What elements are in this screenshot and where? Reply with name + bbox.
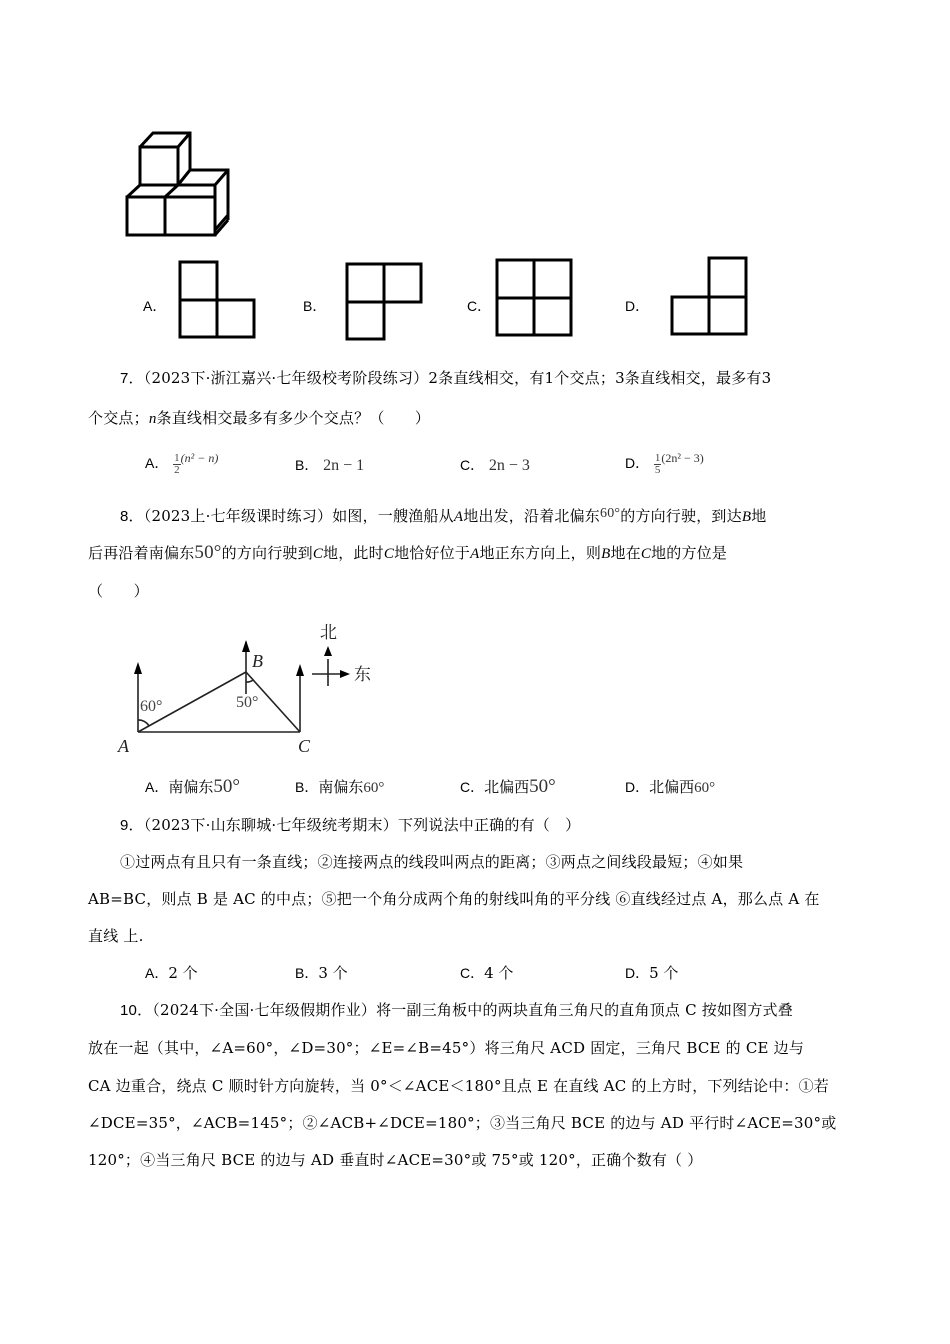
- q7-option-b-label: B．: [295, 457, 319, 473]
- cube-stack-figure: [120, 125, 240, 240]
- q8-angle: 60°: [600, 506, 621, 521]
- q8-var: C: [312, 546, 324, 562]
- q9-option-c[interactable]: [460, 963, 513, 983]
- q8-compass-north: 北: [320, 623, 337, 642]
- q8-option-b-text: 南偏东: [318, 778, 364, 796]
- fraction: [173, 453, 181, 476]
- q8-option-c-text: 北偏西: [484, 778, 530, 796]
- q8-text: 地，此时: [323, 544, 384, 562]
- q8-var: B: [601, 546, 611, 562]
- q9-statement-line-3: 直线 上.: [88, 927, 144, 945]
- q8-figure-angle-b: 50°: [236, 694, 259, 711]
- q7-option-c-label: C．: [460, 457, 485, 473]
- q8-option-d-text: 北偏西: [649, 778, 695, 796]
- q7-number: 7．: [120, 370, 144, 387]
- q10-number: 10．: [120, 1002, 153, 1019]
- q8-var: B: [741, 509, 752, 525]
- q10-stem-line-4: ∠DCE=35°，∠ACB=145°；②∠ACB+∠DCE=180°；③当三角尺 BCE 的边与 AD 平行时∠ACE=30°或: [88, 1114, 837, 1132]
- q8-text: 后再沿着南偏东: [88, 544, 195, 562]
- q8-text: 的方向行驶到: [221, 544, 313, 562]
- q7-option-b[interactable]: [295, 455, 364, 476]
- q9-option-a[interactable]: [145, 963, 198, 983]
- q7-option-d[interactable]: [625, 448, 704, 476]
- q8-source: （2023上·七年级课时练习）: [143, 507, 333, 525]
- q9-number: 9．: [120, 817, 144, 834]
- q8-text: 地: [751, 507, 767, 525]
- q8-option-a-label: A．: [145, 779, 169, 795]
- denominator: 2: [174, 463, 180, 476]
- q8-text: 地在: [610, 544, 641, 562]
- q8-option-d[interactable]: [625, 777, 715, 798]
- q10-stem-line-2: 放在一起（其中，∠A=60°，∠D=30°；∠E=∠B=45°）将三角尺 ACD 固定，三角尺 BCE 的 CE 边与: [88, 1039, 805, 1057]
- q6-option-a-figure[interactable]: [178, 260, 258, 340]
- q7-option-c[interactable]: [460, 455, 530, 476]
- q9-question: 下列说法中正确的有（ ）: [397, 816, 581, 834]
- q7-stem-line-1: [120, 368, 771, 389]
- q7-option-d-label: D．: [625, 455, 650, 471]
- q7-source: （2023下·浙江嘉兴·七年级校考阶段练习）: [143, 369, 429, 387]
- q7-option-d-expr: (2n² − 3): [661, 451, 704, 465]
- q7-option-a[interactable]: [145, 448, 218, 476]
- q8-figure-angle-a: 60°: [140, 698, 163, 715]
- q8-option-d-label: D．: [625, 779, 650, 795]
- q7-text: 条直线相交最多有多少个交点？（ ）: [156, 409, 431, 427]
- q8-text: 地出发，沿着北偏东: [463, 507, 600, 525]
- q8-text: 的方向行驶，到达: [620, 507, 742, 525]
- q10-source: （2024下·全国·七年级假期作业）: [152, 1001, 377, 1019]
- q9-option-a-label: A．: [145, 965, 169, 981]
- q10-text: 将一副三角板中的两块直角三角尺的直角顶点 C 按如图方式叠: [376, 1001, 793, 1019]
- q8-figure-point-b: B: [252, 651, 263, 671]
- q7-option-c-expr: 2n − 3: [488, 457, 530, 474]
- q6-option-d-label[interactable]: D．: [625, 298, 650, 314]
- q7-var-n: n: [148, 411, 157, 427]
- q8-var: C: [383, 546, 395, 562]
- q8-option-c[interactable]: [460, 777, 556, 797]
- q8-option-b[interactable]: [295, 777, 384, 798]
- q8-option-a-angle: 50°: [213, 776, 240, 797]
- q9-statement-line-2: AB=BC，则点 B 是 AC 的中点；⑤把一个角分成两个角的射线叫角的平分线 ⑥直线经过点 A，那么点 A 在: [88, 890, 820, 908]
- q8-var: C: [640, 546, 652, 562]
- q6-option-c-figure[interactable]: [495, 258, 575, 338]
- q9-source: （2023下·山东聊城·七年级统考期末）: [143, 816, 398, 834]
- q6-option-b-figure[interactable]: [345, 262, 425, 342]
- q10-stem-line-1: [120, 1000, 793, 1021]
- q9-option-d-label: D．: [625, 965, 650, 981]
- q8-option-b-angle: 60°: [363, 780, 385, 796]
- q8-option-c-label: C．: [460, 779, 485, 795]
- q8-text: 如图，一艘渔船从: [332, 507, 454, 525]
- q8-figure-point-a: A: [118, 736, 129, 756]
- q9-statement-line-1: ①过两点有且只有一条直线；②连接两点的线段叫两点的距离；③两点之间线段最短；④如果: [120, 853, 744, 871]
- q6-option-a-label[interactable]: A．: [143, 298, 167, 314]
- q8-var: A: [453, 509, 464, 525]
- q8-option-a-text: 南偏东: [168, 778, 214, 796]
- q6-option-d-figure[interactable]: [670, 256, 750, 338]
- q8-compass-east: 东: [354, 665, 371, 684]
- q8-text: 地恰好位于: [394, 544, 471, 562]
- q6-option-c-label[interactable]: C．: [467, 298, 492, 314]
- q8-number: 8．: [120, 508, 144, 525]
- q9-stem: [120, 815, 580, 836]
- q9-option-b[interactable]: [295, 963, 348, 983]
- q8-text: 地正东方向上，则: [479, 544, 602, 562]
- q7-option-a-expr: (n² − n): [180, 451, 219, 465]
- q8-direction-figure: [110, 612, 390, 762]
- q8-figure-point-c: C: [298, 736, 311, 756]
- q10-stem-line-5: 120°；④当三角尺 BCE 的边与 AD 垂直时∠ACE=30°或 75°或 120°，正确个数有（ ）: [88, 1151, 703, 1169]
- q8-var: A: [470, 546, 480, 562]
- q8-option-a[interactable]: [145, 777, 240, 797]
- q8-angle: 50°: [194, 542, 222, 563]
- q8-stem-line-3: （ ）: [88, 582, 149, 600]
- q9-option-a-text: 2 个: [168, 964, 198, 982]
- q7-stem-line-2: [88, 408, 430, 429]
- q8-option-c-angle: 50°: [529, 776, 556, 797]
- q7-text: 个交点；: [88, 409, 149, 427]
- q8-option-b-label: B．: [295, 779, 319, 795]
- q7-text: 2条直线相交，有1个交点；3条直线相交，最多有3: [428, 369, 772, 387]
- numerator: 1: [174, 451, 180, 464]
- q8-option-d-angle: 60°: [694, 780, 716, 796]
- q8-stem-line-2: [88, 543, 727, 564]
- q9-option-c-label: C．: [460, 965, 485, 981]
- q8-stem-line-1: [120, 504, 766, 527]
- q9-option-d[interactable]: [625, 963, 678, 983]
- q9-option-b-text: 3 个: [318, 964, 348, 982]
- q10-stem-line-3: CA 边重合，绕点 C 顺时针方向旋转，当 0°＜∠ACE＜180°且点 E 在直线 AC 的上方时，下列结论中：①若: [88, 1077, 829, 1095]
- q6-option-b-label[interactable]: B．: [303, 298, 327, 314]
- q9-option-c-text: 4 个: [484, 964, 514, 982]
- q9-option-d-text: 5 个: [649, 964, 679, 982]
- q7-option-b-expr: 2n − 1: [323, 457, 365, 474]
- q8-text: 地的方位是: [651, 544, 728, 562]
- q9-option-b-label: B．: [295, 965, 319, 981]
- numerator: 1: [654, 451, 661, 464]
- denominator: 5: [654, 463, 661, 476]
- q7-option-a-label: A．: [145, 455, 169, 471]
